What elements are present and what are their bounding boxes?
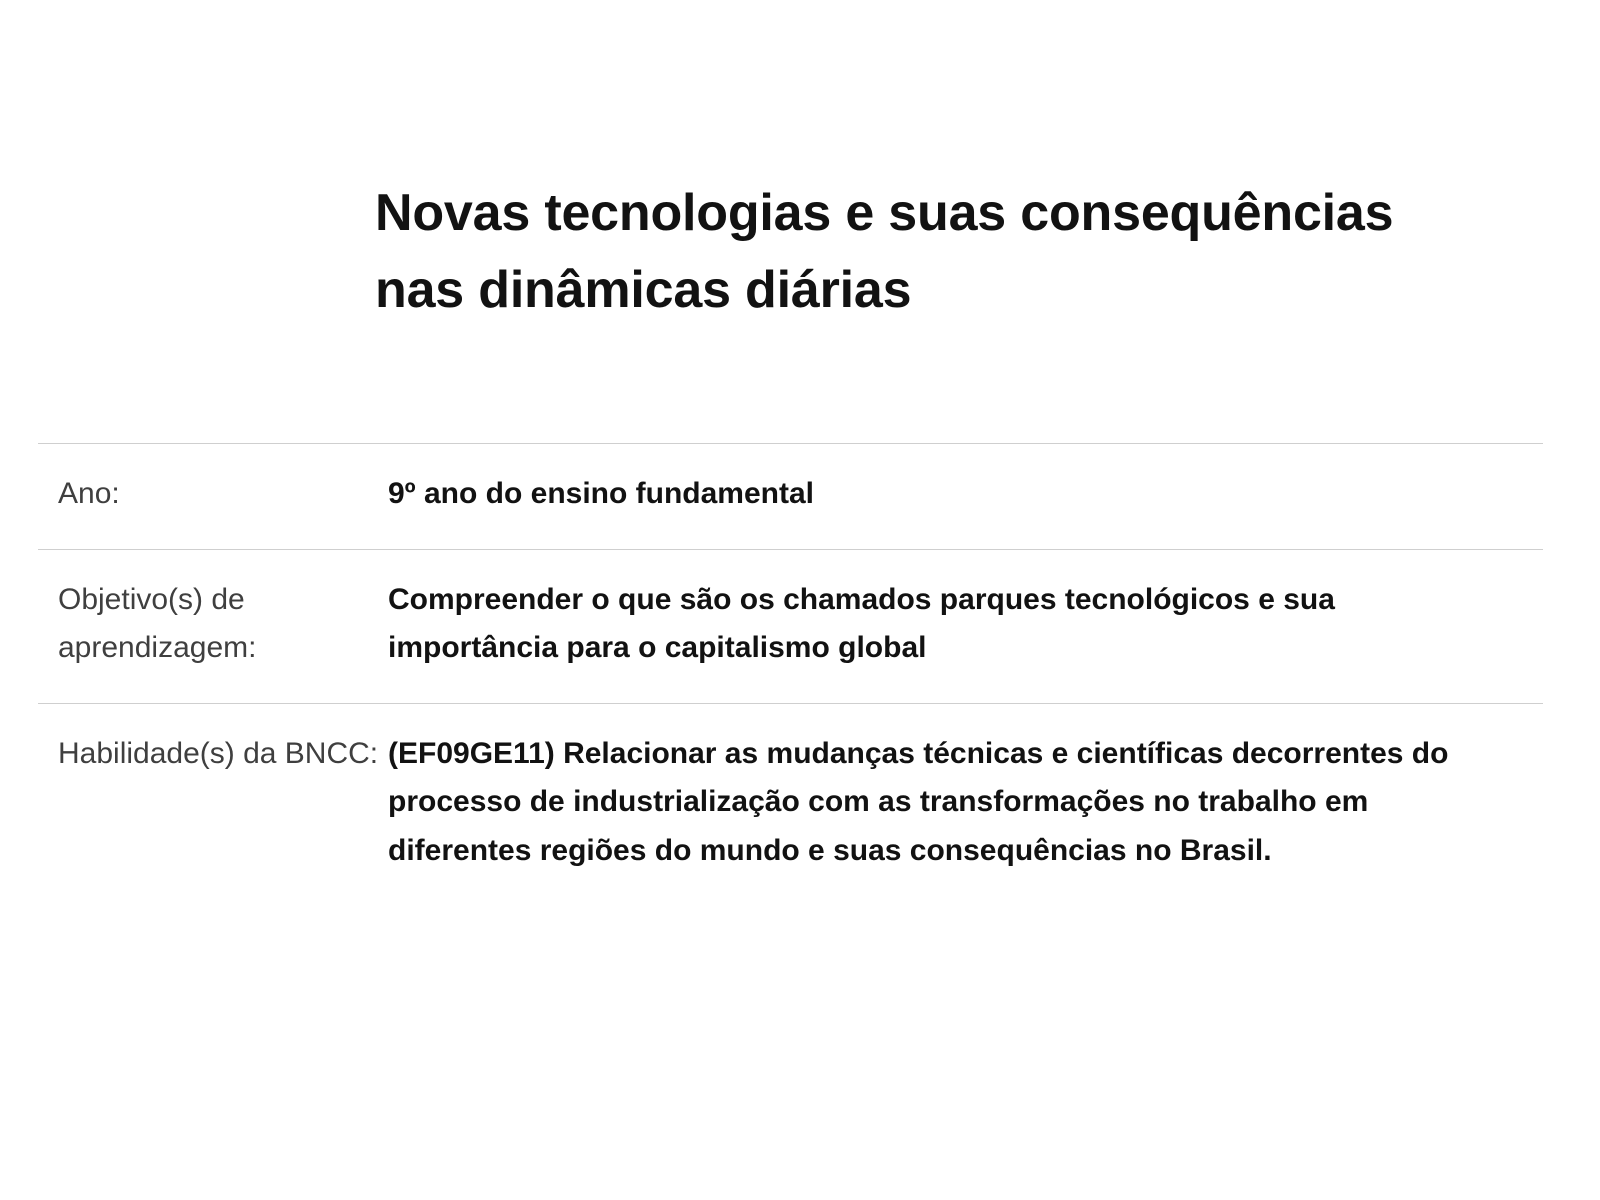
page-title: Novas tecnologias e suas consequências nas dinâmicas diárias	[375, 183, 1394, 319]
table-row	[38, 703, 1543, 905]
row-label-ano: Ano:	[58, 477, 120, 510]
row-label-habilidades: Habilidade(s) da BNCC:	[58, 736, 379, 770]
lesson-info-table	[38, 443, 1543, 906]
table-row	[38, 444, 1543, 550]
row-value-objetivos: Compreender o que são os chamados parques tecnológicos e sua importância para o capitalismo global	[388, 582, 1335, 665]
row-value-habilidades: (EF09GE11) Relacionar as mudanças técnicas e científicas decorrentes do processo de industrialização com as transformações no trabalho em diferentes regiões do mundo e suas consequências no Brasil.	[388, 736, 1449, 867]
table-row	[38, 549, 1543, 703]
row-label-objetivos: Objetivo(s) de aprendizagem:	[58, 582, 257, 665]
row-value-ano: 9º ano do ensino fundamental	[388, 477, 814, 510]
